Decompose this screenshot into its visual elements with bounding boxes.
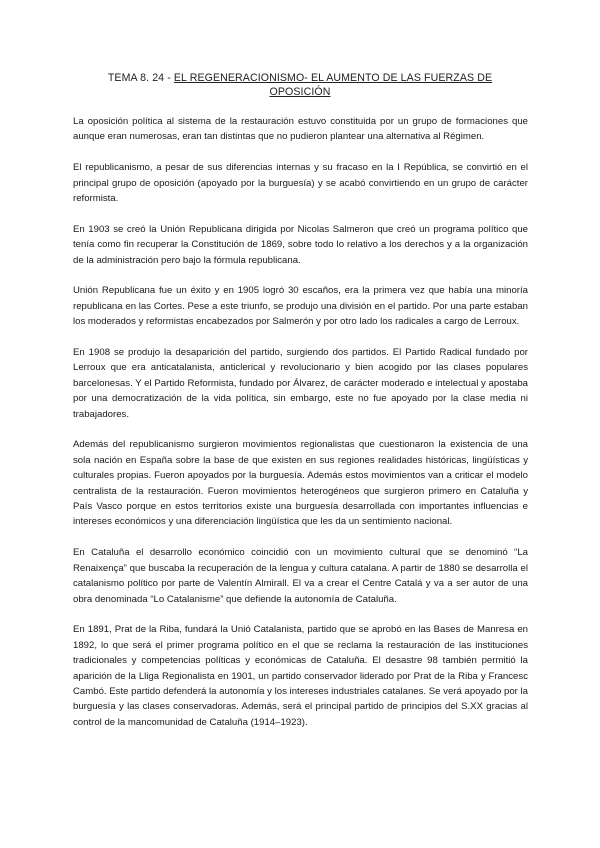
paragraph-3: En 1903 se creó la Unión Republicana dirigida por Nicolas Salmeron que creó un programa político que tenía como fin recuperar la Constitución de 1869, sobre todo lo relativo a los derechos y a la organización de la administración pero bajo la fórmula republicana. (73, 223, 528, 266)
paragraph-6: Además del republicanismo surgieron movimientos regionalistas que cuestionaron la existencia de una sola nación en España sobre la base de que existen en sus regiones realidades históricas, lingüísticas y culturales propias. Fueron apoyados por la burguesía. Además estos movimientos van a criticar el modelo centralista de la restauración. Fueron movimientos heterogéneos que surgieron primero en Cataluña y País Vasco porque en estos territorios existe una burguesía desarrollada con importantes influencias e intereses económicos y una diferenciación lingüística que les da un sentimiento nacional. (73, 439, 528, 528)
document-title (96, 71, 504, 99)
title-prefix: TEMA 8. 24 - (107, 72, 174, 84)
paragraph-7: En Cataluña el desarrollo económico coincidió con un movimiento cultural que se denominó “La Renaixença” que buscaba la recuperación de la lengua y cultura catalana. A partir de 1880 se desarrolla el catalanismo político por parte de Valentín Almirall. El va a crear el Centre Catalá y va a ser autor de una obra denominada “Lo Catalanisme” que defiende la autonomía de Cataluña. (73, 547, 528, 605)
paragraph-8: En 1891, Prat de la Riba, fundará la Unió Catalanista, partido que se aprobó en las Bases de Manresa en 1892, lo que será el primer programa político en el que se reclama la restauración de las instituciones tradicionales y competencias políticas y económicas de Cataluña. El desastre 98 también permitió la aparición de la Lliga Regionalista en 1901, un partido conservador liderado por Prat de la Riba y Francesc Cambó. Este partido defenderá la autonomía y los intereses industriales catalanes. Se verá apoyado por la burguesía y las clases conservadoras. Además, será el principal partido de principios del S.XX gracias al control de la mancomunidad de Cataluña (1914–1923). (73, 624, 528, 728)
paragraph-4: Unión Republicana fue un éxito y en 1905 logró 30 escaños, era la primera vez que había una minoría republicana en las Cortes. Pese a este triunfo, se produjo una división en el partido. Por una parte estaban los moderados y reformistas encabezados por Salmerón y por otro lado los radicales a cargo de Lerroux. (73, 285, 528, 328)
title-main: EL REGENERACIONISMO- EL AUMENTO DE LAS FUERZAS DE OPOSICIÓN (173, 72, 493, 98)
paragraph-2: El republicanismo, a pesar de sus diferencias internas y su fracaso en la I República, se convirtió en el principal grupo de oposición (apoyado por la burguesía) y se acabó convirtiendo en un grupo de carácter reformista. (73, 162, 528, 205)
paragraph-1: La oposición política al sistema de la restauración estuvo constituida por un grupo de formaciones que aunque eran numerosas, eran tan distintas que no pudieron plantear una alternativa al Régimen. (73, 116, 528, 143)
paragraph-5: En 1908 se produjo la desaparición del partido, surgiendo dos partidos. El Partido Radical fundado por Lerroux que era anticatalanista, anticlerical y revolucionario y bien acogido por las clases populares barcelonesas. Y el Partido Reformista, fundado por Álvarez, de carácter moderado e intelectual y apostaba por una democratización de la vida política, sin embargo, este no fue apoyado por la clase media ni trabajadores. (73, 347, 528, 420)
document-body (73, 114, 528, 746)
